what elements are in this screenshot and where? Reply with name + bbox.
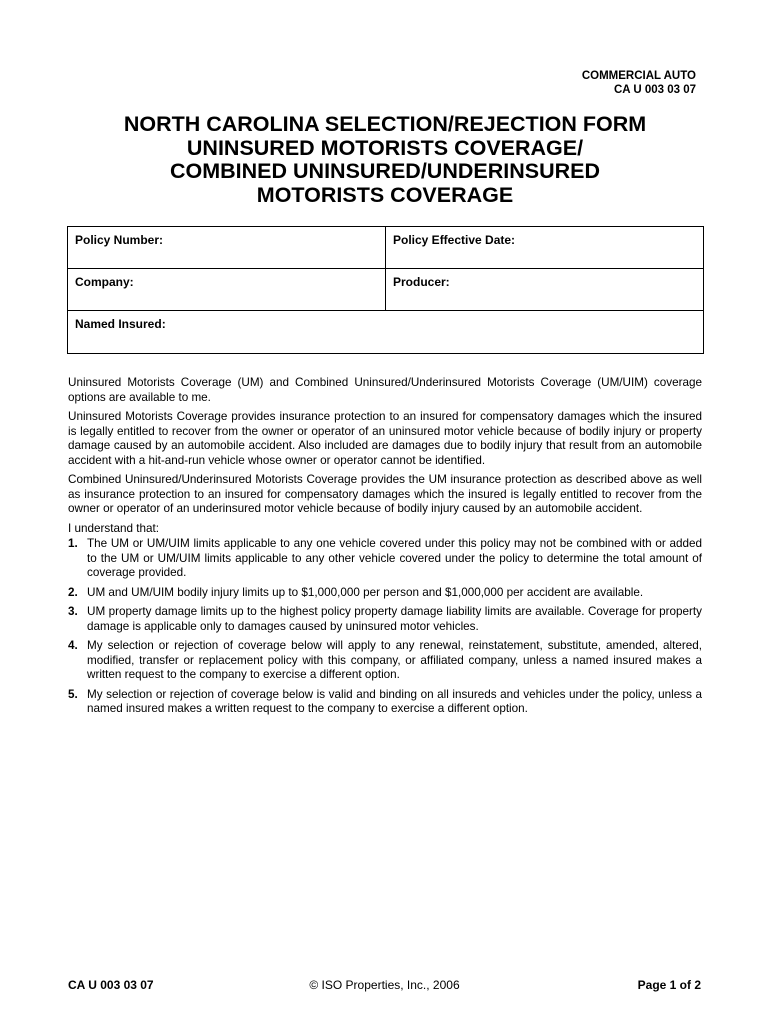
form-title xyxy=(60,113,710,207)
header-form-number: CA U 003 03 07 xyxy=(613,84,696,96)
list-item xyxy=(68,605,702,634)
footer-page-number: Page 1 of 2 xyxy=(637,978,701,992)
list-item-text: The UM or UM/UIM limits applicable to any one vehicle covered under this policy may not be combined with or added to the UM or UM/UIM limits applicable to any other vehicle covered under the policy to determine the total amount of coverage provided. xyxy=(87,537,702,579)
title-line: MOTORISTS COVERAGE xyxy=(256,182,514,207)
company-label: Company: xyxy=(75,275,134,289)
list-item-text: UM property damage limits up to the highest policy property damage liability limits are available. Coverage for property damage is applicable only to damages caused by uninsured motor vehicles. xyxy=(87,605,702,633)
list-item-text: My selection or rejection of coverage below will apply to any renewal, reinstatement, substitute, amended, altered, modified, transfer or replacement policy with this company, or affiliated company, unless a named insured makes a written request to the company to exercise a different option. xyxy=(87,639,702,681)
producer-label: Producer: xyxy=(393,275,450,289)
um-description-paragraph: Uninsured Motorists Coverage provides insurance protection to an insured for compensatory damages which the insured is legally entitled to recover from the owner or operator of an uninsured motor vehicle because of bodily injury or property damage caused by an automobile accident. Also included are damages due to bodily injury that result from an automobile accident with a hit-and-run vehicle whose owner or operator cannot be identified. xyxy=(68,410,702,467)
list-item-number: 2. xyxy=(68,585,78,599)
list-item-number: 3. xyxy=(68,605,78,618)
list-item-text: UM and UM/UIM bodily injury limits up to $1,000,000 per person and $1,000,000 per accident are available. xyxy=(87,585,644,599)
company-field[interactable] xyxy=(68,269,386,311)
producer-field[interactable] xyxy=(386,269,704,311)
list-item xyxy=(68,586,702,601)
list-item-number: 4. xyxy=(68,639,78,652)
footer-form-code: CA U 003 03 07 xyxy=(68,978,154,992)
acknowledgement-list xyxy=(68,537,702,717)
acknowledgement-lead: I understand that: xyxy=(68,521,159,535)
list-item-number: 1. xyxy=(68,537,78,550)
footer-copyright: © ISO Properties, Inc., 2006 xyxy=(309,978,460,992)
policy-info-table xyxy=(67,226,704,354)
policy-effective-date-field[interactable] xyxy=(386,227,704,269)
form-body xyxy=(68,376,702,722)
intro-paragraph: Uninsured Motorists Coverage (UM) and Combined Uninsured/Underinsured Motorists Coverage (UM/UIM) coverage options are available to me. xyxy=(68,376,702,404)
list-item-text: My selection or rejection of coverage below is valid and binding on all insureds and vehicles under the policy, unless a named insured makes a written request to the company to exercise a different option. xyxy=(87,687,702,715)
policy-number-field[interactable] xyxy=(68,227,386,269)
list-item xyxy=(68,537,702,581)
list-item-number: 5. xyxy=(68,687,78,701)
title-line: NORTH CAROLINA SELECTION/REJECTION FORM xyxy=(123,112,647,136)
title-line: COMBINED UNINSURED/UNDERINSURED xyxy=(169,159,601,183)
named-insured-label: Named Insured: xyxy=(75,317,166,331)
um-uim-description-paragraph: Combined Uninsured/Underinsured Motorists Coverage provides the UM insurance protection as described above as well as insurance protection to an insured for compensatory damages which the insured is legally entitled to recover from the owner or operator of an underinsured motor vehicle because of bodily injury caused by an automobile accident. xyxy=(68,473,702,515)
policy-number-label: Policy Number: xyxy=(75,233,164,247)
header-line-of-business: COMMERCIAL AUTO xyxy=(581,70,696,82)
policy-effective-date-label: Policy Effective Date: xyxy=(393,233,516,247)
list-item xyxy=(68,688,702,717)
form-header-code xyxy=(582,69,696,97)
list-item xyxy=(68,639,702,683)
named-insured-field[interactable] xyxy=(68,311,704,354)
title-line: UNINSURED MOTORISTS COVERAGE/ xyxy=(186,135,584,160)
